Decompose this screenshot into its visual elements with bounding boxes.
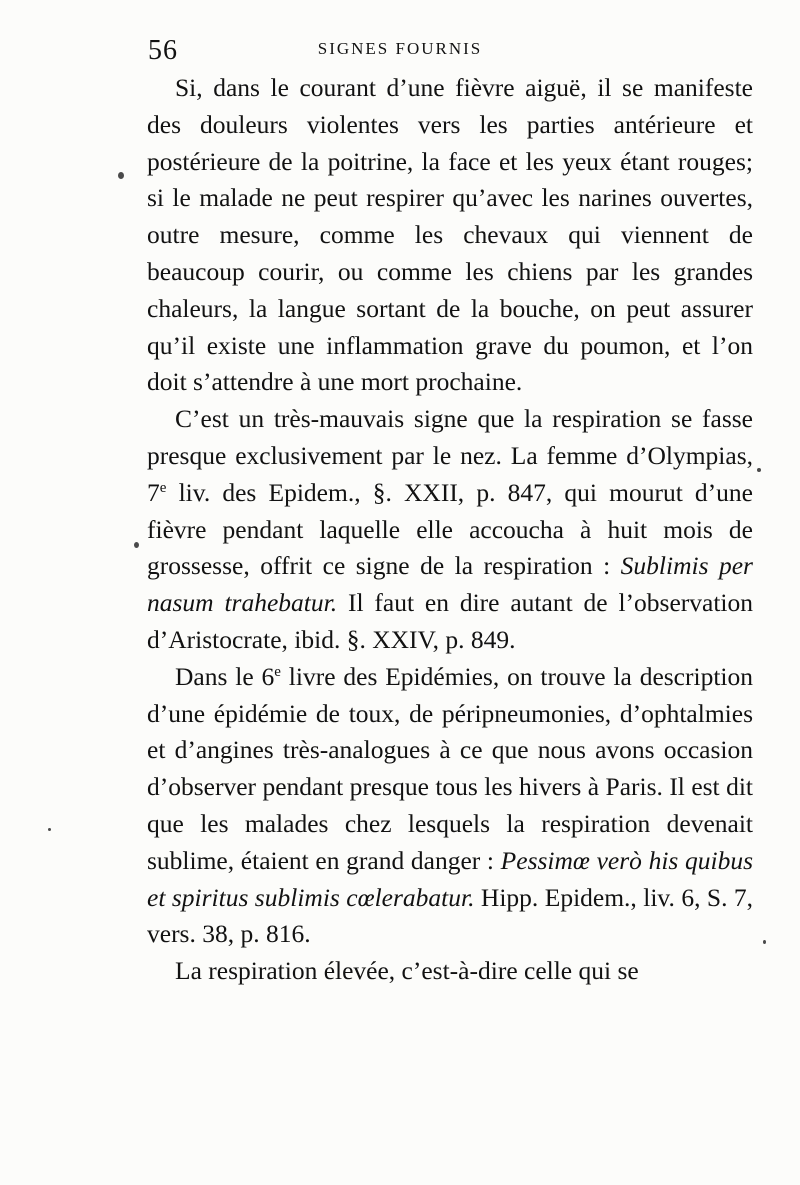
text-run: livre des Epidémies, on trouve la description d’une épidémie de toux, de péripneumonies, d’ophtalmies et d’angines très-analogues à ce que nous avons occasion d’observer pendant presque tous les hivers à Paris. Il est dit que les malades chez lesquels la respiration devenait sublime, étaient en grand danger : [147,661,753,875]
paragraph-4 [147,953,753,990]
body-text [147,70,753,990]
superscript-text: e [159,479,167,496]
running-head: SIGNES FOURNIS [317,39,483,58]
paragraph-3 [147,659,753,953]
text-run: La respiration élevée, c’est-à-dire celle qui se [175,956,639,986]
paper-speck [118,172,124,179]
text-run: liv. des Epidem., §. XXII, p. 847, qui mourut d’une fièvre pendant laquelle elle accoucha à huit mois de grossesse, offrit ce signe de la respiration : [147,477,753,581]
text-run: Si, dans le courant d’une fièvre aiguë, il se manifeste des douleurs violentes vers les parties antérieure et postérieure de la poitrine, la face et les yeux étant rouges; si le malade ne peut respirer qu’avec les narines ouvertes, outre mesure, comme les chevaux qui viennent de beaucoup courir, ou comme les chiens par les grandes chaleurs, la langue sortant de la bouche, on peut assurer qu’il existe une inflammation grave du poumon, et l’on doit s’attendre à une mort prochaine. [147,73,753,397]
paper-speck [757,468,761,472]
text-run: Dans le 6 [175,661,275,691]
superscript-text: e [274,663,281,680]
paragraph-1 [147,70,753,401]
paper-speck [48,828,51,831]
paper-speck [763,940,766,944]
page-number: 56 [148,35,178,66]
text-run: Hipp. Epidem., liv. 6, S. 7, vers. 38, p. 816. [147,882,754,949]
text-run: C’est un très-mauvais signe que la respiration se fasse presque exclusivement par le nez. La femme d’Olympias, 7 [147,404,753,507]
paper-speck [134,542,139,548]
paragraph-2 [147,401,753,659]
latin-quote: Pessimœ verò his quibus et spiritus sublimis cœlerabatur. [147,845,753,912]
text-run: Il faut en dire autant de l’observation d’Aristocrate, ibid. §. XXIV, p. 849. [147,588,753,654]
latin-quote: Sublimis per nasum trahebatur. [147,551,753,618]
